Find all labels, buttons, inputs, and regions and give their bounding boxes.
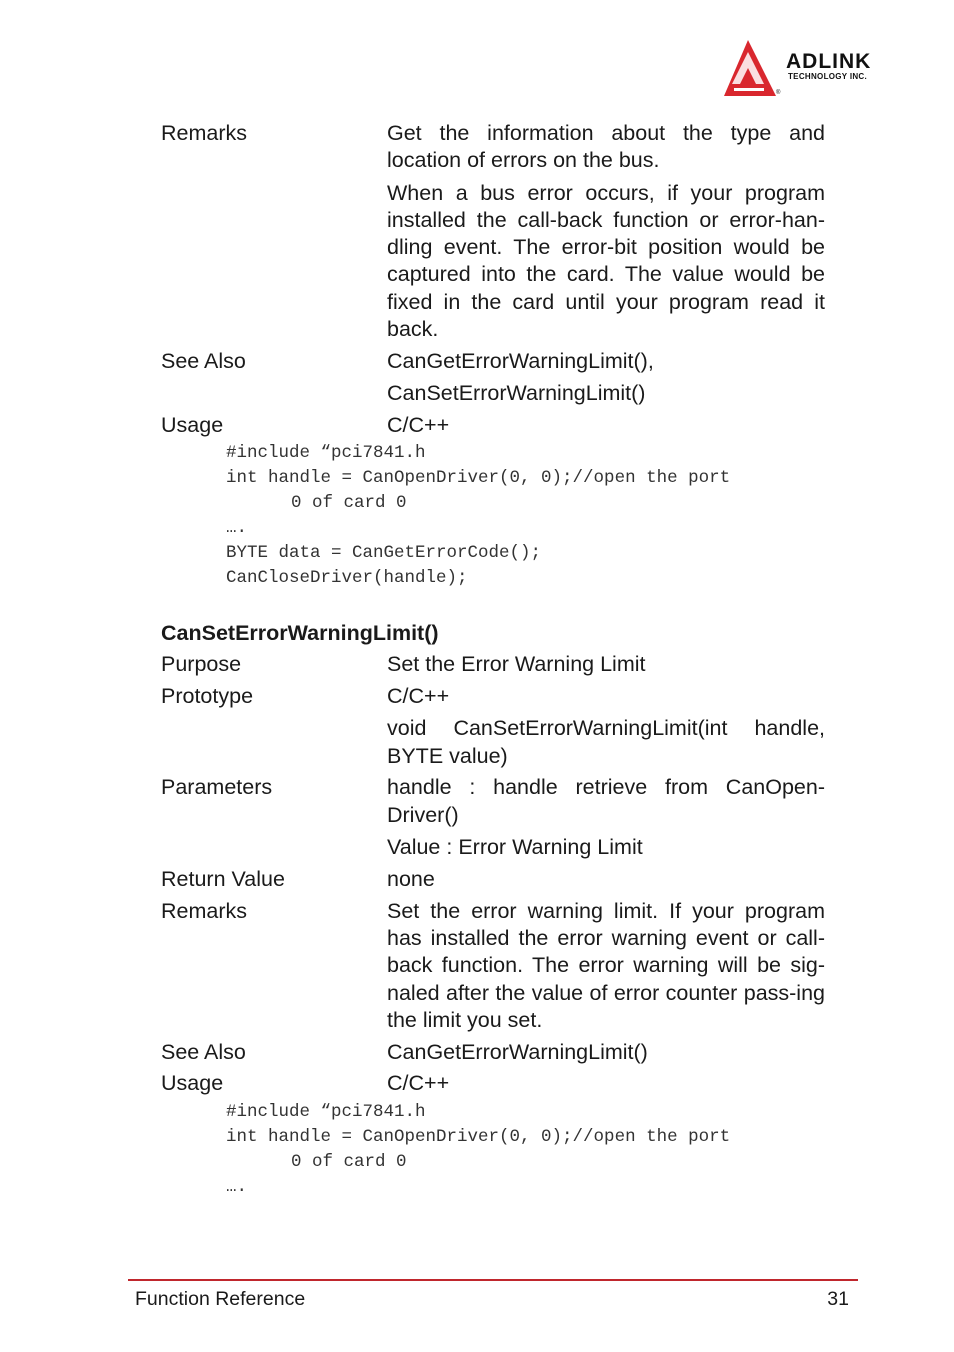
row-value — [387, 412, 825, 439]
row-value — [387, 774, 825, 861]
row-parameters — [161, 774, 825, 861]
parameter-handle: handle : handle retrieve from CanOpen-Driver() — [387, 775, 825, 827]
code-line: …. — [226, 1176, 248, 1197]
code-line: CanCloseDriver(handle); — [226, 568, 468, 589]
row-value — [387, 348, 825, 408]
code-line-continued: 0 of card 0 — [291, 493, 407, 514]
row-label: Remarks — [161, 898, 248, 923]
code-block-2 — [226, 1100, 825, 1200]
row-label: Usage — [161, 1071, 224, 1096]
see-also-item-2: CanSetErrorWarningLimit() — [387, 381, 646, 406]
row-label: Purpose — [161, 652, 242, 677]
code-line: #include “pci7841.h — [226, 1101, 426, 1122]
logo-registered-mark: ® — [776, 90, 781, 96]
row-label: Prototype — [161, 684, 254, 709]
parameter-value: Value : Error Warning Limit — [387, 835, 643, 860]
row-label: See Also — [161, 1039, 246, 1064]
logo-wordmark: ADLINK — [786, 50, 872, 73]
code-line: …. — [226, 518, 248, 539]
remarks-para-2: When a bus error occurs, if your program installed the call-back function or error-han-dling event. The error-bit position would be captured into the card. The value would be fixed in the card until your program read it back. — [387, 180, 825, 342]
page-content — [161, 120, 825, 1200]
code-line: #include “pci7841.h — [226, 443, 426, 464]
row-label: Remarks — [161, 121, 248, 145]
code-block-1 — [226, 441, 825, 591]
row-value — [387, 651, 825, 678]
row-usage — [161, 1070, 825, 1097]
row-label: Return Value — [161, 866, 285, 891]
code-line: int handle = CanOpenDriver(0, 0);//open the port — [226, 1126, 731, 1147]
row-prototype — [161, 683, 825, 770]
usage-language: C/C++ — [387, 412, 450, 437]
remarks-para-1: Get the information about the type and location of errors on the bus. — [387, 121, 825, 173]
row-see-also — [161, 348, 825, 408]
row-value — [387, 683, 825, 770]
row-usage — [161, 412, 825, 439]
page-number: 31 — [827, 1288, 849, 1310]
footer-section-title: Function Reference — [135, 1288, 306, 1310]
row-value — [387, 1070, 825, 1097]
purpose-text: Set the Error Warning Limit — [387, 652, 646, 677]
code-line-continued: 0 of card 0 — [291, 1151, 407, 1172]
remarks-para: Set the error warning limit. If your program has installed the error warning event or call-back function. The error warning will be sig-naled after the value of error counter pass-ing the limit you set. — [387, 898, 825, 1032]
function-heading: CanSetErrorWarningLimit() — [161, 621, 439, 646]
row-value — [387, 1039, 825, 1066]
row-remarks — [161, 898, 825, 1034]
row-see-also — [161, 1039, 825, 1066]
see-also-item-1: CanGetErrorWarningLimit(), — [387, 348, 654, 373]
code-line: BYTE data = CanGetErrorCode(); — [226, 543, 542, 564]
prototype-signature: void CanSetErrorWarningLimit(int handle, BYTE value) — [387, 716, 825, 768]
return-value-text: none — [387, 866, 435, 891]
row-return-value — [161, 866, 825, 893]
code-line: int handle = CanOpenDriver(0, 0);//open the port — [226, 468, 731, 489]
row-value — [387, 866, 825, 893]
logo-subtitle: TECHNOLOGY INC. — [788, 72, 868, 81]
row-label: See Also — [161, 348, 246, 373]
row-remarks — [161, 120, 825, 343]
row-purpose — [161, 651, 825, 678]
row-label: Parameters — [161, 775, 273, 800]
see-also-item: CanGetErrorWarningLimit() — [387, 1039, 648, 1064]
row-value — [387, 898, 825, 1034]
footer-rule — [128, 1279, 858, 1281]
row-label: Usage — [161, 412, 224, 437]
row-value — [387, 120, 825, 343]
prototype-language: C/C++ — [387, 684, 450, 709]
usage-language: C/C++ — [387, 1071, 450, 1096]
